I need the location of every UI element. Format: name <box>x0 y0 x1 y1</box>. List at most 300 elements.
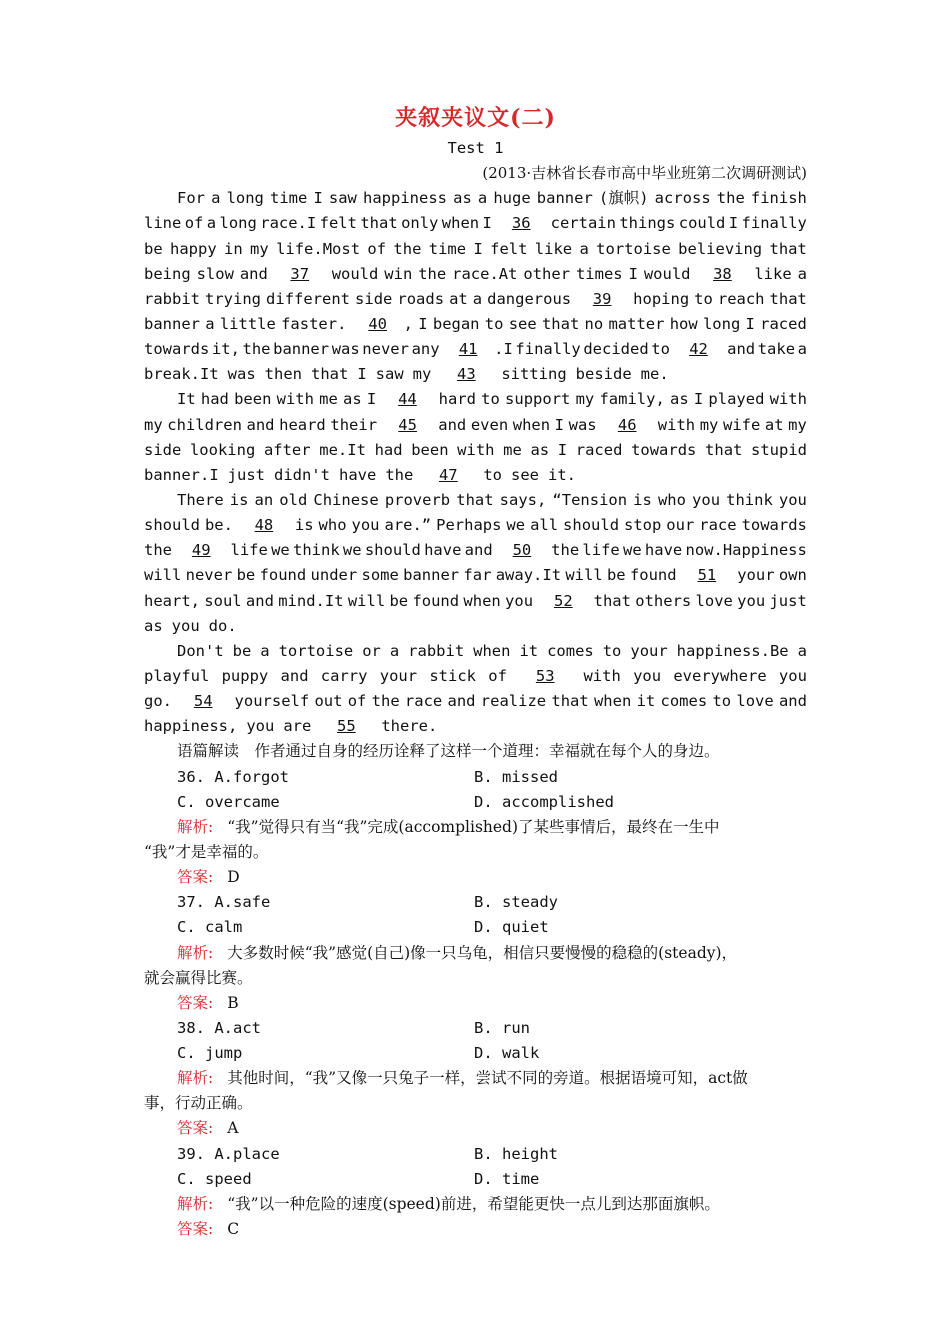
word: things <box>619 214 676 233</box>
paragraph-2-line <box>144 438 807 463</box>
word: with <box>657 415 696 434</box>
word: been <box>411 440 449 459</box>
word: as <box>669 390 689 409</box>
word: life.Most <box>276 239 361 258</box>
word: finally <box>515 340 581 359</box>
word: times <box>575 264 623 283</box>
word: you <box>778 490 807 509</box>
word: towards <box>631 440 697 459</box>
word: as <box>453 189 472 208</box>
word: now.Happiness <box>685 541 807 560</box>
word: who <box>318 516 347 535</box>
blank-38 <box>696 262 748 287</box>
word: the <box>393 239 422 258</box>
explanation-text: 大多数时候“我”感觉(自己)像一只乌龟，相信只要慢慢的稳稳的(steady)， <box>227 943 738 962</box>
word: like <box>754 264 792 283</box>
word: had <box>200 390 229 409</box>
blank-number: 48 <box>254 516 274 535</box>
spacer <box>213 1192 227 1217</box>
word: under <box>310 566 358 585</box>
word: certain <box>550 214 616 233</box>
word: decided <box>583 340 649 359</box>
blank-number: 52 <box>553 591 573 610</box>
word: that <box>456 490 494 509</box>
word: will <box>144 566 182 585</box>
word: would <box>331 264 379 283</box>
explanation-text: 事，行动正确。 <box>144 1094 253 1113</box>
word: a <box>472 289 483 308</box>
word: support <box>505 390 571 409</box>
word: be. <box>204 516 233 535</box>
word: life <box>230 541 268 560</box>
word: was <box>568 415 597 434</box>
explanation-text: “我”觉得只有当“我”完成(accomplished)了某些事情后，最终在一生中 <box>227 817 720 836</box>
word: that <box>769 239 807 258</box>
answer-label: 答案: <box>177 1220 214 1239</box>
word: with <box>769 390 807 409</box>
word: banner <box>536 189 593 208</box>
word: I <box>728 214 739 233</box>
word: across <box>654 189 711 208</box>
word: could <box>678 214 726 233</box>
word: hard <box>438 390 476 409</box>
explanation-label: 解析: <box>177 943 214 962</box>
word: happy <box>170 239 217 258</box>
spacer <box>213 991 227 1016</box>
word: race.I <box>260 214 317 233</box>
word: it, <box>211 340 240 359</box>
word: long <box>226 189 264 208</box>
word: in <box>224 239 243 258</box>
word: tortoise <box>278 641 354 660</box>
word: my <box>412 365 432 384</box>
explanation-line <box>144 1192 807 1217</box>
option-b: B. height <box>474 1144 558 1163</box>
word: family, <box>599 390 665 409</box>
page-title: 夹叙夹议文(二) <box>395 105 556 131</box>
word: are <box>283 717 312 736</box>
word: realize <box>480 692 547 711</box>
word: go. <box>144 692 172 711</box>
question-options-row <box>144 790 807 815</box>
word: It <box>177 390 196 409</box>
word: you <box>737 591 766 610</box>
word: I <box>482 214 492 233</box>
word: began <box>432 314 480 333</box>
word: puppy <box>221 666 269 685</box>
question-options-row <box>144 1167 807 1192</box>
explanation-text: 其他时间，“我”又像一只兔子一样，尝试不同的旁道。根据语境可知，act做 <box>227 1069 748 1088</box>
word: then <box>264 365 302 384</box>
word: race <box>404 692 443 711</box>
paragraph-1-line <box>144 362 807 387</box>
word: to <box>484 314 504 333</box>
word: you <box>505 591 534 610</box>
word: be <box>389 591 409 610</box>
word: our <box>666 516 695 535</box>
blank-number: 54 <box>193 692 213 711</box>
word: is <box>294 516 314 535</box>
word: have <box>338 465 377 484</box>
explanation-line <box>144 840 807 865</box>
word: their <box>330 415 378 434</box>
blank-55 <box>320 714 372 739</box>
paragraph-1-line <box>144 287 807 312</box>
word: played <box>708 390 765 409</box>
word: a <box>260 641 270 660</box>
blank-46 <box>601 413 653 438</box>
word: think <box>726 490 773 509</box>
source-note: (2013·吉林省长春市高中毕业班第二次调研测试) <box>482 164 807 183</box>
word: is <box>229 490 249 509</box>
word: how <box>669 314 698 333</box>
word: your <box>379 666 418 685</box>
word: own <box>778 566 807 585</box>
word: happiness <box>363 189 447 208</box>
word: life <box>582 541 620 560</box>
word: was <box>331 340 360 359</box>
word: away.It <box>495 566 562 585</box>
word: that <box>551 692 589 711</box>
word: to <box>602 641 622 660</box>
blank-number: 46 <box>617 415 637 434</box>
word: we <box>342 541 362 560</box>
word: felt <box>319 214 357 233</box>
word: a <box>797 340 807 359</box>
word: and <box>727 340 756 359</box>
word: beside <box>575 365 632 384</box>
word: old <box>279 490 308 509</box>
answer-value: A <box>227 1119 239 1138</box>
word: see <box>510 465 539 484</box>
word: you <box>692 490 721 509</box>
answer-line <box>144 1217 807 1242</box>
word: others <box>635 591 692 610</box>
word: it. <box>547 465 576 484</box>
blank-51 <box>681 563 733 588</box>
blank-number: 47 <box>438 465 458 484</box>
word: it <box>519 641 539 660</box>
word: should <box>563 516 620 535</box>
word: stick <box>429 666 476 685</box>
word: like <box>534 239 573 258</box>
word: that <box>360 214 398 233</box>
word: a <box>389 641 400 660</box>
questions <box>144 765 807 1243</box>
word: dangerous <box>487 289 572 308</box>
word: after <box>263 440 311 459</box>
option-b: B. missed <box>474 767 558 786</box>
word: with <box>276 390 314 409</box>
paragraph-1-line <box>144 237 807 262</box>
word: the <box>242 340 271 359</box>
word: or <box>362 641 381 660</box>
blank-39 <box>576 287 628 312</box>
word: of <box>488 666 507 685</box>
word: an <box>254 490 274 509</box>
word: think <box>293 541 340 560</box>
word: take <box>757 340 796 359</box>
spacer <box>213 1217 227 1242</box>
blank-36 <box>495 211 547 236</box>
explanation-label: 解析: <box>177 817 214 836</box>
word: be <box>144 239 163 258</box>
word: any <box>411 340 440 359</box>
word: will <box>565 566 603 585</box>
word: was <box>227 365 256 384</box>
word: reach <box>717 289 765 308</box>
word: the <box>418 264 447 283</box>
word: raced <box>760 314 807 333</box>
word: rabbit <box>144 289 200 308</box>
blank-42 <box>673 337 725 362</box>
word: out <box>314 692 343 711</box>
word: looking <box>189 440 256 459</box>
word: you <box>633 666 662 685</box>
blank-number: 51 <box>697 566 717 585</box>
word: wife <box>722 415 761 434</box>
paragraph-3-line <box>144 488 807 513</box>
blank-number: 38 <box>713 264 732 283</box>
answer-line <box>144 865 807 890</box>
word: trying <box>205 289 262 308</box>
answer-label: 答案: <box>177 868 214 887</box>
word: says, <box>499 490 547 509</box>
option-a: 36. A.forgot <box>177 767 289 786</box>
word: have <box>424 541 462 560</box>
word: playful <box>144 666 210 685</box>
explanation-label: 解析: <box>177 1194 214 1213</box>
word: finish <box>750 189 807 208</box>
word: you <box>778 666 807 685</box>
word: felt <box>490 239 528 258</box>
word: comes <box>547 641 594 660</box>
word: my <box>144 415 163 434</box>
word: that <box>310 365 349 384</box>
blank-47 <box>422 463 474 488</box>
word: faster. <box>281 314 347 333</box>
word: that <box>705 440 743 459</box>
option-c: C. overcame <box>177 792 280 811</box>
word: my <box>575 390 595 409</box>
blank-number: 44 <box>398 390 417 409</box>
word: saw <box>375 365 404 384</box>
word: my <box>699 415 719 434</box>
word: long <box>702 314 741 333</box>
word: a <box>477 189 488 208</box>
word: side <box>355 289 393 308</box>
word: will <box>347 591 386 610</box>
question-options-row <box>144 915 807 940</box>
word: of <box>367 239 387 258</box>
word: slow <box>196 264 234 283</box>
word: only <box>401 214 439 233</box>
word: a <box>797 641 807 660</box>
word: Perhaps <box>436 516 502 535</box>
word: I <box>557 440 568 459</box>
word: we <box>506 516 526 535</box>
word: who <box>657 490 686 509</box>
word: found <box>629 566 677 585</box>
blank-number: 39 <box>592 289 612 308</box>
word: hoping <box>633 289 690 308</box>
word: carry <box>320 666 368 685</box>
word: heart, <box>144 591 200 610</box>
word: line <box>144 214 182 233</box>
word: some <box>361 566 399 585</box>
word: is <box>633 490 652 509</box>
blank-number: 37 <box>290 264 310 283</box>
option-b: B. steady <box>474 893 558 912</box>
word: soul <box>204 591 242 610</box>
word: roads <box>397 289 445 308</box>
paragraph-2-line <box>144 387 807 412</box>
word: that <box>769 289 807 308</box>
word: never <box>362 340 409 359</box>
option-d: D. walk <box>474 1044 540 1063</box>
word: win <box>384 264 413 283</box>
word: race.At <box>452 264 518 283</box>
word: a <box>579 239 589 258</box>
word: when <box>473 641 511 660</box>
explanation-line <box>144 966 807 991</box>
word: happiness.Be <box>676 641 789 660</box>
word: just <box>769 591 807 610</box>
word: a <box>205 314 215 333</box>
word: rabbit <box>408 641 465 660</box>
paragraph-3-line <box>144 589 807 614</box>
word: would <box>643 264 691 283</box>
document-content <box>144 96 807 1242</box>
word: children <box>167 415 242 434</box>
word: me <box>319 390 338 409</box>
blank-number: 41 <box>458 340 478 359</box>
word: For <box>177 189 205 208</box>
explanation-text: “我”以一种危险的速度(speed)前进，希望能更快一点儿到达那面旗帜。 <box>227 1194 720 1213</box>
word: I <box>473 239 483 258</box>
spacer <box>213 865 227 890</box>
word: never <box>185 566 233 585</box>
word: “Tension <box>552 490 628 509</box>
word: I <box>357 365 367 384</box>
word: be <box>606 566 626 585</box>
option-c: C. calm <box>177 918 243 937</box>
word: didn't <box>273 465 330 484</box>
word: huge <box>493 189 531 208</box>
word: sitting <box>501 365 567 384</box>
word: the <box>144 541 172 560</box>
blank-37 <box>274 262 326 287</box>
word: are.” <box>384 516 432 535</box>
word: towards <box>741 516 807 535</box>
word: see <box>508 314 537 333</box>
word: when <box>512 415 551 434</box>
word: other <box>523 264 571 283</box>
word: and <box>280 666 309 685</box>
word: time <box>270 189 308 208</box>
blank-54 <box>177 689 229 714</box>
spacer <box>213 1066 227 1091</box>
paragraph-1-line <box>144 186 807 211</box>
word: to <box>483 465 502 484</box>
blank-43 <box>440 362 492 387</box>
blank-number: 42 <box>689 340 708 359</box>
blank-number: 45 <box>398 415 417 434</box>
word: all <box>530 516 559 535</box>
blank-number: 43 <box>456 365 476 384</box>
word: raced <box>575 440 623 459</box>
word: found <box>412 591 460 610</box>
paragraph-1-line <box>144 312 807 337</box>
word: have <box>644 541 683 560</box>
word: that <box>541 314 580 333</box>
blank-50 <box>496 538 548 563</box>
word: break.It <box>144 365 219 384</box>
word: you <box>246 717 275 736</box>
word: when <box>441 214 480 233</box>
blank-45 <box>382 413 434 438</box>
word: time <box>428 239 467 258</box>
word: far <box>463 566 492 585</box>
word: when <box>593 692 632 711</box>
word: and <box>239 264 268 283</box>
explanation-line <box>144 1066 807 1091</box>
question-options-row <box>144 1041 807 1066</box>
explanation-text: 就会赢得比赛。 <box>144 968 253 987</box>
paragraph-3-line <box>144 538 807 563</box>
explanation-text: “我”才是幸福的。 <box>144 842 269 861</box>
word: to <box>651 340 670 359</box>
word: I <box>628 264 638 283</box>
blank-49 <box>175 538 227 563</box>
word: as <box>343 390 362 409</box>
answer-label: 答案: <box>177 993 214 1012</box>
blank-number: 50 <box>512 541 532 560</box>
word: banner <box>144 314 200 333</box>
paragraph-1-line <box>144 337 807 362</box>
passage <box>144 186 807 739</box>
word: to <box>481 390 500 409</box>
word: a <box>206 214 217 233</box>
word: tortoise <box>596 239 671 258</box>
option-d: D. quiet <box>474 918 549 937</box>
word: love <box>736 692 774 711</box>
word: as <box>144 616 163 635</box>
word: at <box>764 415 784 434</box>
word: you <box>351 516 380 535</box>
explanation-line <box>144 1091 807 1116</box>
word: it <box>636 692 656 711</box>
word: banner.I <box>144 465 219 484</box>
option-c: C. speed <box>177 1169 252 1188</box>
word: different <box>266 289 351 308</box>
blank-52 <box>537 589 589 614</box>
word: as <box>530 440 550 459</box>
option-d: D. time <box>474 1169 540 1188</box>
word: you <box>171 616 200 635</box>
word: and <box>447 692 476 711</box>
word: my <box>250 239 269 258</box>
word: and <box>464 541 493 560</box>
option-b: B. run <box>474 1018 530 1037</box>
word: banner <box>403 566 460 585</box>
paragraph-1-line <box>144 211 807 236</box>
answer-value: D <box>227 868 240 887</box>
word: little <box>219 314 276 333</box>
word: long <box>219 214 257 233</box>
word: me <box>503 440 522 459</box>
word: been <box>234 390 272 409</box>
